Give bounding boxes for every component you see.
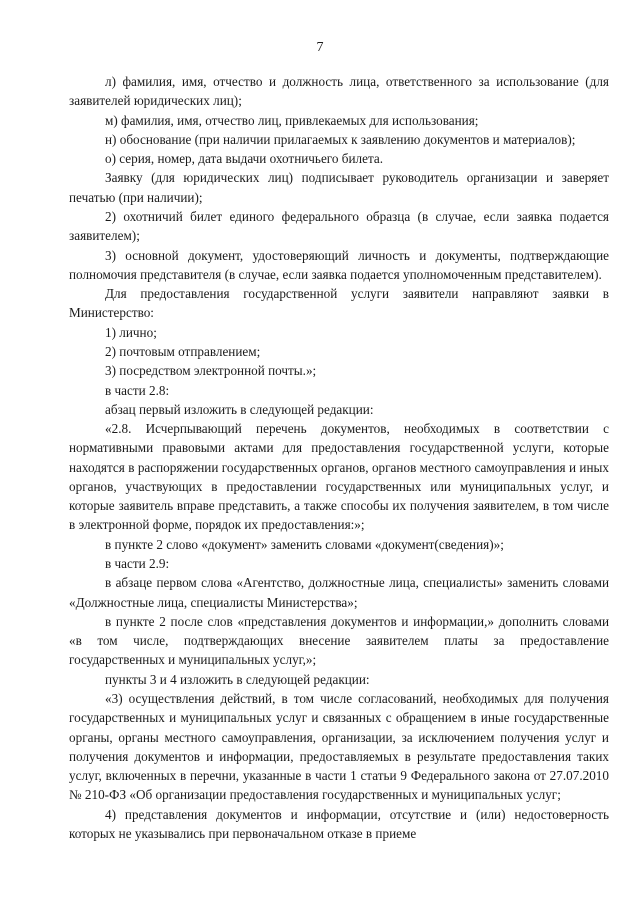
paragraph: в части 2.8:: [105, 382, 170, 398]
paragraph: 3) посредством электронной почты.»;: [105, 363, 317, 379]
paragraph: «3) осуществления действий, в том числе согласований, необходимых для получения государственных и муниципальных услуг и связанных с обращением в иные государственные органы, органы местного самоуправления, организации, за исключением получения услуг и получения документов и информации, предоставляемых в результате предоставления таких услуг, включенных в перечни, указанные в части 1 статьи 9 Федерального закона от 27.07.2010 № 210-ФЗ «Об организации предоставления государственных и муниципальных услуг;: [69, 691, 609, 803]
paragraph: абзац первый изложить в следующей редакции:: [105, 401, 374, 417]
document-body: [69, 72, 609, 843]
page-number: 7: [316, 40, 324, 55]
paragraph: Заявку (для юридических лиц) подписывает руководитель организации и заверяет печатью (при наличии);: [69, 170, 609, 205]
paragraph: пункты 3 и 4 изложить в следующей редакции:: [105, 671, 370, 687]
paragraph: 1) лично;: [105, 324, 157, 340]
paragraph: в абзаце первом слова «Агентство, должностные лица, специалисты» заменить словами «Должностные лица, специалисты Министерства»;: [69, 575, 609, 610]
paragraph: в части 2.9:: [105, 556, 170, 572]
paragraph: в пункте 2 после слов «представления документов и информации,» дополнить словами «в том числе, подтверждающих внесение заявителем платы за предоставление государственных и муниципальных услуг,»;: [69, 613, 609, 668]
paragraph: 4) представления документов и информации, отсутствие и (или) недостоверность которых не указывались при первоначальном отказе в приеме: [69, 806, 609, 841]
paragraph: 3) основной документ, удостоверяющий личность и документы, подтверждающие полномочия представителя (в случае, если заявка подается уполномоченным представителем).: [69, 247, 609, 282]
paragraph: 2) почтовым отправлением;: [105, 343, 261, 359]
paragraph: «2.8. Исчерпывающий перечень документов, необходимых в соответствии с нормативными правовыми актами для предоставления государственной услуги, которые находятся в распоряжении государственных органов, органов местного самоуправления и иных органов, участвующих в предоставлении государственных или муниципальных услуг, и которые заявитель вправе представить, а также способы их получения заявителем, в том числе в электронной форме, порядок их предоставления:»;: [69, 421, 609, 533]
paragraph: 2) охотничий билет единого федерального образца (в случае, если заявка подается заявителем);: [69, 208, 609, 244]
paragraph: Для предоставления государственной услуги заявители направляют заявки в Министерство:: [69, 286, 609, 321]
paragraph: о) серия, номер, дата выдачи охотничьего билета.: [105, 151, 384, 167]
paragraph: л) фамилия, имя, отчество и должность лица, ответственного за использование (для заявителей юридических лиц);: [69, 74, 609, 109]
paragraph: в пункте 2 слово «документ» заменить словами «документ(сведения)»;: [105, 536, 504, 552]
paragraph: м) фамилия, имя, отчество лиц, привлекаемых для использования;: [105, 112, 479, 128]
paragraph: н) обоснование (при наличии прилагаемых к заявлению документов и материалов);: [105, 131, 576, 147]
